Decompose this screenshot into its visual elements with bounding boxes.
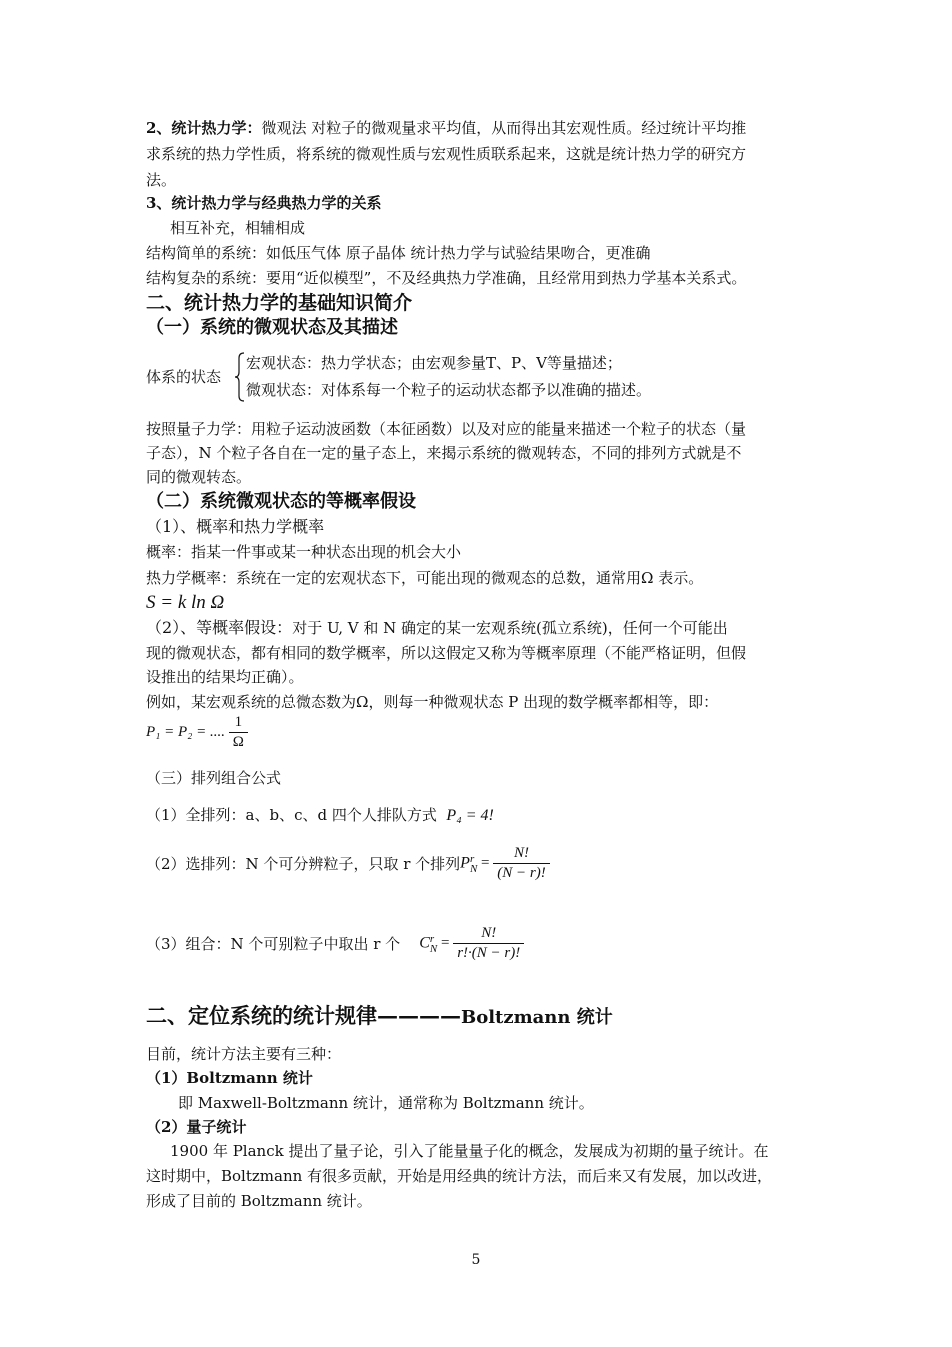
fraction-numerator: N! <box>453 925 524 944</box>
paragraph-line: 设推出的结果均正确）。 <box>146 668 304 686</box>
section-heading-inline: 2、统计热力学： <box>146 119 262 137</box>
entropy-formula: S = k ln Ω <box>146 592 225 613</box>
paragraph-line: 结构简单的系统：如低压气体 原子晶体 统计热力学与试验结果吻合，更准确 <box>146 244 651 262</box>
formula-full-permutation: P₄ = 4! <box>446 807 494 824</box>
formula-symbol: C <box>419 934 430 952</box>
list-item-heading: （2）量子统计 <box>146 1118 247 1136</box>
list-item-heading: （1）Boltzmann 统计 <box>146 1069 313 1087</box>
formula-indices: r N <box>429 932 438 955</box>
subsection-heading: （二）系统微观状态的等概率假设 <box>146 491 416 512</box>
formula-lhs: P₁ = P₂ = .... <box>146 724 225 740</box>
paragraph-line: 法。 <box>146 171 177 189</box>
paragraph-line: 这时期中，Boltzmann 有很多贡献，开始是用经典的统计方法，而后来又有发展，加以改进， <box>146 1167 773 1185</box>
chapter-heading <box>146 1003 613 1031</box>
paragraph-line: 即 Maxwell-Boltzmann 统计，通常称为 Boltzmann 统计。 <box>178 1094 594 1112</box>
page-number: 5 <box>471 1252 481 1268</box>
paragraph-line: 例如，某宏观系统的总微态数为Ω，则每一种微观状态 P 出现的数学概率都相等，即： <box>146 693 719 711</box>
brace-item-micro: 微观状态：对体系每一个粒子的运动状态都予以准确的描述。 <box>246 381 652 399</box>
paragraph-line: 概率：指某一件事或某一种状态出现的机会大小 <box>146 543 462 561</box>
paragraph-heading-inline: （2）、等概率假设： <box>146 618 293 637</box>
selective-permutation-line: （2）选排列：N 个可分辨粒子，只取 r 个排列P r N = $\frac{N!}{(N - r)!}$ <box>146 845 550 882</box>
formula-indices: r N <box>469 852 478 875</box>
paragraph-line: 热力学概率：系统在一定的宏观状态下，可能出现的微观态的总数，通常用Ω 表示。 <box>146 569 704 587</box>
paragraph-heading: （1）、概率和热力学概率 <box>146 517 325 536</box>
chapter-heading-en: Boltzmann 统计 <box>461 1007 613 1028</box>
subsection-heading: （一）系统的微观状态及其描述 <box>146 317 398 338</box>
paragraph-line: 同的微观转态。 <box>146 468 252 486</box>
combination-line: （3）组合：N 个可别粒子中取出 r 个 C r N = $\frac{N!}{r!\cdot(N - r)!}$ <box>146 925 524 962</box>
fraction <box>493 845 549 882</box>
paragraph-text: 微观法 对粒子的微观量求平均值，从而得出其宏观性质。经过统计平均推 <box>261 119 747 137</box>
paragraph-line: 1900 年 Planck 提出了量子论，引入了能量量子化的概念，发展成为初期的量子统计。在 <box>170 1142 769 1160</box>
paragraph-heading: （三）排列组合公式 <box>146 769 282 787</box>
paragraph-text: （2）选排列：N 个可分辨粒子，只取 r 个排列 <box>146 855 461 873</box>
paragraph-line: 按照量子力学：用粒子运动波函数（本征函数）以及对应的能量来描述一个粒子的状态（量 <box>146 420 747 438</box>
paragraph-line <box>146 118 746 138</box>
fraction-denominator: (N − r)! <box>497 865 546 881</box>
paragraph-text: （1）全排列：a、b、c、d 四个人排队方式 <box>146 806 437 824</box>
paragraph-line: 求系统的热力学性质，将系统的微观性质与宏观性质联系起来，这就是统计热力学的研究方 <box>146 145 747 163</box>
chapter-heading-cn: 二、定位系统的统计规律———— <box>146 1003 461 1028</box>
fraction-numerator: N! <box>493 845 549 864</box>
brace-item-macro: 宏观状态：热力学状态；由宏观参量T、P、V等量描述； <box>246 354 622 372</box>
left-brace-icon <box>234 352 246 402</box>
paragraph-line <box>146 805 494 826</box>
paragraph-text: （3）组合：N 个可别粒子中取出 r 个 <box>146 935 401 953</box>
paragraph-line: 结构复杂的系统：要用“近似模型”，不及经典热力学准确，且经常用到热力学基本关系式。 <box>146 269 747 287</box>
paragraph-line: 子态），N 个粒子各自在一定的量子态上，来揭示系统的微观转态，不同的排列方式就是不 <box>146 444 742 462</box>
brace-label: 体系的状态 <box>146 368 222 386</box>
paragraph-text: 对于 U, V 和 N 确定的某一宏观系统(孤立系统)，任何一个可能出 <box>292 619 728 637</box>
fraction-numerator: 1 <box>229 714 248 733</box>
formula-symbol: P <box>460 854 470 872</box>
paragraph-line: 相互补充，相辅相成 <box>170 219 306 237</box>
paragraph-line: 现的微观状态，都有相同的数学概率，所以这假定又称为等概率原理（不能严格证明，但假 <box>146 644 747 662</box>
fraction-denominator: Ω <box>232 734 244 750</box>
paragraph-line: 目前，统计方法主要有三种： <box>146 1045 342 1063</box>
chapter-heading: 二、统计热力学的基础知识简介 <box>146 292 413 314</box>
fraction-denominator: r!·(N − r)! <box>457 945 521 961</box>
fraction <box>229 714 248 751</box>
paragraph-line: 形成了目前的 Boltzmann 统计。 <box>146 1192 372 1210</box>
section-heading: 3、统计热力学与经典热力学的关系 <box>146 194 382 212</box>
paragraph-line <box>146 618 728 638</box>
fraction <box>453 925 524 962</box>
equal-probability-formula <box>146 714 248 751</box>
